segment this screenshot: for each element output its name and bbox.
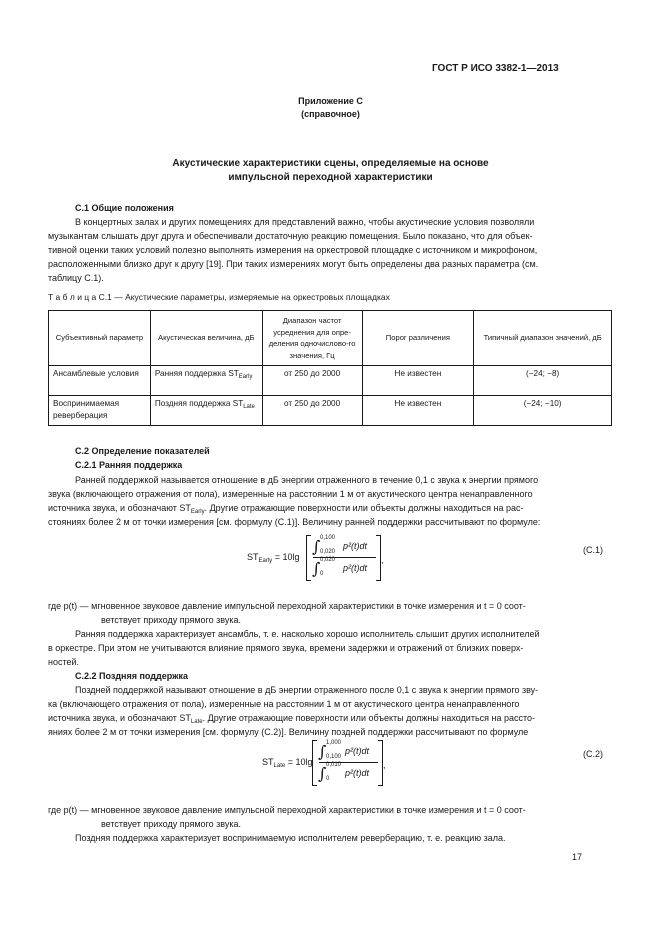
formula-c1-comma: ,: [381, 555, 384, 565]
formula-c2-number: (С.2): [583, 749, 603, 759]
formula-c2-left-bracket: [312, 740, 317, 786]
header-threshold: Порог различения: [362, 311, 474, 366]
table-caption: Т а б л и ц а С.1 — Акустические параметры, измеряемые на оркестровых площадках: [48, 292, 390, 302]
formula-c1-lhs: $ST_{Early} = 10\lg$: [247, 552, 300, 564]
formula-c2-den-lower: 0: [326, 776, 330, 782]
c21-where-line-2: ветствует приходу прямого звука.: [101, 615, 241, 625]
c21-where-line-1: где p(t) — мгновенное звуковое давление импульсной переходной характеристики в точке измерения и t = 0 соот-: [48, 601, 526, 611]
formula-c1-num-lower: 0,020: [320, 549, 336, 555]
header-range: Типичный диапазон значений, дБ: [474, 311, 612, 366]
page-number: 17: [572, 852, 583, 862]
section-c2-heading: С.2 Определение показателей: [75, 446, 210, 456]
integral-icon: ∫: [318, 764, 327, 783]
c22-line-1: Поздней поддержкой называют отношение в дБ энергии отраженного после 0,1 с звука к энергии прямого зву-: [75, 685, 539, 695]
header-quantity: Акустическая величина, дБ: [150, 311, 262, 366]
formula-c1-left-bracket: [306, 535, 311, 581]
formula-c2-lhs: $ST_{Late} = 10\lg$: [262, 757, 313, 769]
formula-c1-num-upper: 0,100: [320, 535, 336, 541]
cell-frequency: от 250 до 2000: [262, 366, 362, 396]
c21-after-line-3: ностей.: [48, 657, 80, 667]
section-c21-heading: С.2.1 Ранняя поддержка: [75, 460, 183, 470]
formula-c1-num-integrand: p²(t)dt: [343, 541, 368, 551]
c1-line-4: расположенными близко друг к другу [19]. При таких измерениях могут быть определены два разных параметра (см.: [48, 259, 539, 269]
cell-threshold: Не известен: [362, 396, 474, 426]
main-title-line-1: Акустические характеристики сцены, определяемые на основе: [172, 158, 489, 169]
cell-threshold: Не известен: [362, 366, 474, 396]
formula-c2-comma: ,: [383, 760, 386, 770]
main-title-line-2: импульсной переходной характеристики: [228, 172, 433, 183]
section-c22-heading: С.2.2 Поздняя поддержка: [75, 671, 189, 681]
c22-where-line-2: ветствует приходу прямого звука.: [101, 819, 241, 829]
c21-after-line-2: в оркестре. При этом не учитываются влияние прямого звука, времени задержки и отражений от близких поверх-: [48, 643, 524, 653]
formula-c2-num-upper: 1,000: [326, 740, 342, 746]
formula-c1-den-integrand: p²(t)dt: [343, 563, 368, 573]
section-c1-heading: С.1 Общие положения: [75, 203, 174, 213]
formula-c2-den-upper: 0,010: [326, 762, 342, 768]
acoustic-parameters-table: [48, 310, 612, 426]
c22-line-2: ка (включающего отражения от пола), измеренные на расстоянии 1 м от акустического центра ненаправленного: [48, 699, 520, 709]
c21-line-1: Ранней поддержкой называется отношение в дБ энергии отраженного в течение 0,1 с звука к энергии прямого: [75, 475, 539, 485]
table-row: [49, 396, 612, 426]
appendix-subtitle: (справочное): [301, 109, 360, 119]
c21-line-3: источника звука, и обозначают $ST_{Early}$. Другие отражающие поверхности или объекты должны находиться на рас-: [48, 503, 524, 515]
cell-range: (−24; −10): [474, 396, 612, 426]
formula-c1-den-lower: 0: [320, 571, 324, 577]
c1-line-1: В концертных залах и других помещениях для представлений важно, чтобы акустические условия позволяли: [75, 217, 535, 227]
cell-subjective: Ансамблевые условия: [49, 366, 151, 396]
standard-header: ГОСТ Р ИСО 3382-1—2013: [432, 63, 559, 74]
integral-icon: ∫: [318, 742, 327, 761]
header-subjective: Субъективный параметр: [49, 311, 151, 366]
appendix-title: Приложение С: [298, 96, 363, 106]
c21-after-line-1: Ранняя поддержка характеризует ансамбль, т. е. насколько хорошо исполнитель слышит других исполнителей: [75, 629, 540, 639]
c21-line-2: звука (включающего отражения от пола), измеренные на расстоянии 1 м от акустического центра ненаправленного: [48, 489, 533, 499]
integral-icon: ∫: [312, 537, 321, 556]
cell-subjective: Воспринимаемая реверберация: [49, 396, 151, 426]
c22-line-4: яниях более 2 м от точки измерения [см. формулу (С.2)]. Величину поздней поддержки рассчитывают по формуле: [48, 727, 529, 737]
c22-line-3: источника звука, и обозначают $ST_{Late}$. Другие отражающие поверхности или объекты должны находиться на рассто-: [48, 713, 536, 725]
c1-line-3: тивной оценки таких условий полезно выполнять измерения на оркестровой площадке с источником и микрофоном,: [48, 245, 538, 255]
header-frequency: Диапазон частот усреднения для опре-деления одночислово-го значения, Гц: [262, 311, 362, 366]
formula-c2-num-lower: 0,100: [326, 754, 342, 760]
cell-range: (−24; −8): [474, 366, 612, 396]
formula-c2-den-integrand: p²(t)dt: [345, 768, 370, 778]
c22-after-line-1: Поздняя поддержка характеризует воспринимаемую исполнителем реверберацию, т. е. реакцию зала.: [75, 833, 506, 843]
cell-quantity: Ранняя поддержка $ST_{Early}$: [150, 366, 262, 396]
formula-c2-num-integrand: p²(t)dt: [345, 746, 370, 756]
c1-line-5: таблицу С.1).: [48, 273, 104, 283]
cell-frequency: от 250 до 2000: [262, 396, 362, 426]
c21-line-4: стояниях более 2 м от точки измерения [см. формулу (С.1)]. Величину ранней поддержки рассчитывают по формуле:: [48, 517, 541, 527]
table-header-row: [49, 311, 612, 366]
integral-icon: ∫: [312, 559, 321, 578]
formula-c1-den-upper: 0,020: [320, 557, 336, 563]
c22-where-line-1: где p(t) — мгновенное звуковое давление импульсной переходной характеристики в точке измерения и t = 0 соот-: [48, 805, 526, 815]
c1-line-2: музыкантам слышать друг друга и обеспечивали достаточную реакцию помещения. Было показано, что для объек-: [48, 231, 533, 241]
table-row: [49, 366, 612, 396]
cell-quantity: Поздняя поддержка $ST_{Late}$: [150, 396, 262, 426]
formula-c1-number: (С.1): [583, 545, 603, 555]
